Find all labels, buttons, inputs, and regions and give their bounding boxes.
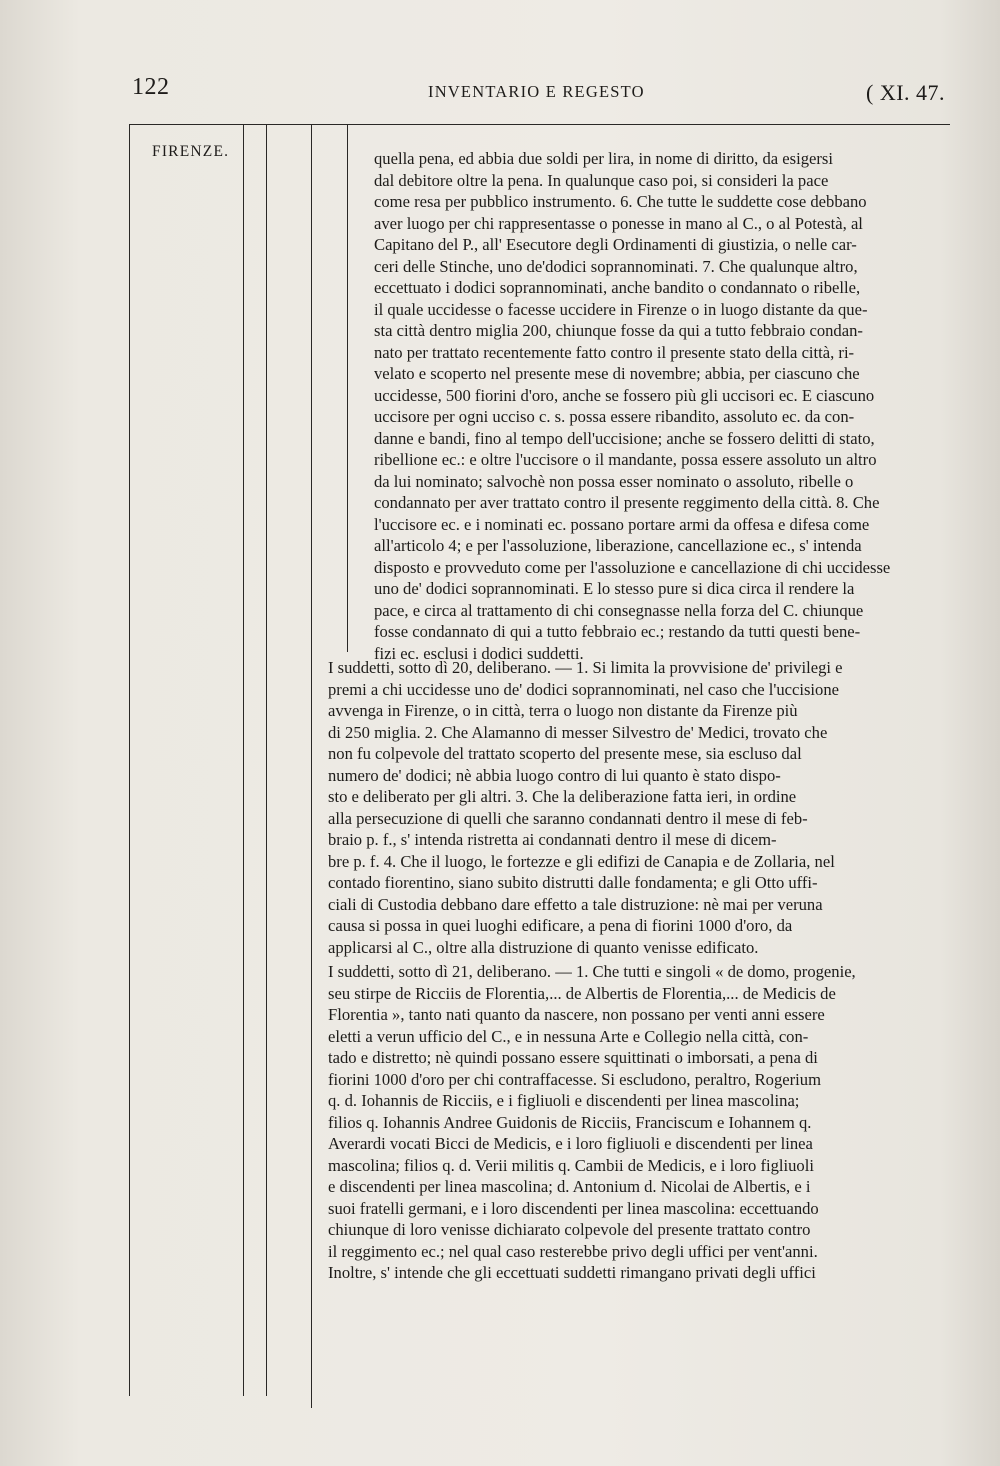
text-line: filios q. Iohannis Andree Guidonis de Ricciis, Franciscum e Iohannem q.: [328, 1112, 812, 1132]
text-line: mascolina; filios q. d. Verii militis q. Cambii de Medicis, e i loro figliuoli: [328, 1155, 814, 1175]
text-line: all'articolo 4; e per l'assoluzione, liberazione, cancellazione ec., s' intenda: [374, 536, 862, 555]
text-line: velato e scoperto nel presente mese di novembre; abbia, per ciascuno che: [374, 364, 860, 383]
text-line: contado fiorentino, siano subito distrutti dalle fondamenta; e gli Otto uffi-: [328, 873, 818, 892]
margin-column-rule-left: [129, 124, 130, 1396]
text-line: numero de' dodici; nè abbia luogo contro di lui quanto è stato dispo-: [328, 765, 781, 785]
text-line: condannato per aver trattato contro il presente reggimento della città. 8. Che: [374, 493, 880, 512]
margin-column-rule-5: [347, 124, 348, 652]
text-line: il reggimento ec.; nel qual caso resterebbe privo degli uffici per vent'anni.: [328, 1241, 818, 1261]
paragraph-continuation: [374, 148, 950, 664]
text-line: l'uccisore ec. e i nominati ec. possano portare armi da offesa e difesa come: [374, 514, 870, 534]
margin-column-rule-3: [266, 124, 267, 1396]
text-line: Inoltre, s' intende che gli eccettuati suddetti rimangano privati degli uffici: [328, 1263, 816, 1282]
text-line: I suddetti, sotto dì 21, deliberano. — 1. Che tutti e singoli « de domo, progenie,: [328, 962, 856, 981]
text-line: il quale uccidesse o facesse uccidere in Firenze o in luogo distante da que-: [374, 299, 868, 319]
header-rule: [129, 124, 950, 125]
text-line: di 250 miglia. 2. Che Alamanno di messer Silvestro de' Medici, trovato che: [328, 722, 828, 742]
text-line: danne e bandi, fino al tempo dell'uccisione; anche se fossero delitti di stato,: [374, 428, 875, 448]
text-line: eletti a verun ufficio del C., e in nessuna Arte e Collegio nella città, con-: [328, 1026, 809, 1046]
paragraph-deliberation-21: [328, 961, 938, 1284]
text-line: ceri delle Stinche, uno de'dodici soprannominati. 7. Che qualunque altro,: [374, 256, 858, 276]
text-line: e discendenti per linea mascolina; d. Antonium d. Nicolai de Albertis, e i: [328, 1177, 811, 1196]
text-line: alla persecuzione di quelli che saranno condannati dentro il mese di feb-: [328, 808, 808, 828]
text-line: I suddetti, sotto dì 20, deliberano. — 1. Si limita la provvisione de' privilegi e: [328, 658, 843, 677]
text-line: pace, e circa al trattamento di chi consegnasse nella forza del C. chiunque: [374, 600, 864, 620]
text-line: causa si possa in quei luoghi edificare, a pena di fiorini 1000 d'oro, da: [328, 916, 793, 935]
margin-place-name: FIRENZE.: [152, 143, 230, 160]
text-line: non fu colpevole del trattato scoperto del presente mese, sia escluso dal: [328, 744, 802, 763]
text-line: avvenga in Firenze, o in città, terra o luogo non distante da Firenze più: [328, 701, 798, 720]
text-line: fiorini 1000 d'oro per chi contraffacesse. Si escludono, peraltro, Rogerium: [328, 1069, 821, 1089]
margin-column-rule-2: [243, 124, 244, 1396]
text-line: braio p. f., s' intenda ristretta ai condannati dentro il mese di dicem-: [328, 830, 777, 849]
text-line: dal debitore oltre la pena. In qualunque caso poi, si consideri la pace: [374, 170, 829, 190]
text-line: quella pena, ed abbia due soldi per lira, in nome di diritto, da esigersi: [374, 149, 833, 168]
text-line: ciali di Custodia debbano dare effetto a tale distruzione: nè mai per veruna: [328, 894, 823, 914]
text-line: uccisore per ogni ucciso c. s. possa essere ribandito, assoluto ec. da con-: [374, 407, 855, 426]
text-line: applicarsi al C., oltre alla distruzione di quanto venisse edificato.: [328, 937, 759, 957]
text-line: da lui nominato; salvochè non possa esser nominato o assoluto, ribelle o: [374, 471, 854, 491]
text-line: sta città dentro miglia 200, chiunque fosse da qui a tutto febbraio condan-: [374, 321, 863, 340]
text-line: Averardi vocati Bicci de Medicis, e i loro figliuoli e discendenti per linea: [328, 1134, 813, 1153]
document-reference: ( XI. 47.: [866, 80, 946, 105]
text-line: disposto e provveduto come per l'assoluzione e cancellazione di chi uccidesse: [374, 557, 891, 577]
page-number: 122: [132, 74, 170, 100]
text-line: tado e distretto; nè quindi possano essere squittinati o imborsati, a pena di: [328, 1048, 818, 1067]
text-line: bre p. f. 4. Che il luogo, le fortezze e gli edifizi de Canapia e de Zollaria, nel: [328, 851, 835, 871]
text-line: sto e deliberato per gli altri. 3. Che la deliberazione fatta ieri, in ordine: [328, 787, 797, 806]
text-line: q. d. Iohannis de Ricciis, e i figliuoli e discendenti per linea mascolina;: [328, 1091, 800, 1110]
text-line: ribellione ec.: e oltre l'uccisore o il mandante, possa essere assoluto un altro: [374, 450, 877, 469]
text-line: uno de' dodici soprannominati. E lo stesso pure si dica circa il rendere la: [374, 579, 855, 598]
text-line: nato per trattato recentemente fatto contro il presente stato della città, ri-: [374, 342, 855, 362]
margin-column-rule-4: [311, 124, 312, 1408]
running-title: INVENTARIO E REGESTO: [428, 82, 645, 101]
text-line: uccidesse, 500 fiorini d'oro, anche se fossero più gli uccisori ec. E ciascuno: [374, 385, 875, 405]
text-line: premi a chi uccidesse uno de' dodici soprannominati, nel caso che l'uccisione: [328, 679, 840, 699]
text-line: chiunque di loro venisse dichiarato colpevole del presente trattato contro: [328, 1220, 811, 1239]
text-line: seu stirpe de Ricciis de Florentia,... de Albertis de Florentia,... de Medicis de: [328, 983, 836, 1003]
text-line: Florentia », tanto nati quanto da nascere, non possano per venti anni essere: [328, 1005, 825, 1024]
text-line: fizi ec. esclusi i dodici suddetti.: [374, 643, 584, 663]
paragraph-deliberation-20: [328, 657, 944, 958]
text-line: suoi fratelli germani, e i loro discendenti per linea mascolina: eccettuando: [328, 1198, 819, 1218]
text-line: aver luogo per chi rappresentasse o ponesse in mano al C., o al Potestà, al: [374, 213, 863, 233]
text-line: fosse condannato di qui a tutto febbraio ec.; restando da tutti questi bene-: [374, 622, 861, 641]
text-line: come resa per pubblico instrumento. 6. Che tutte le suddette cose debbano: [374, 192, 867, 211]
text-line: eccettuato i dodici soprannominati, anche bandito o condannato o ribelle,: [374, 278, 861, 297]
text-line: Capitano del P., all' Esecutore degli Ordinamenti di giustizia, o nelle car-: [374, 235, 857, 254]
